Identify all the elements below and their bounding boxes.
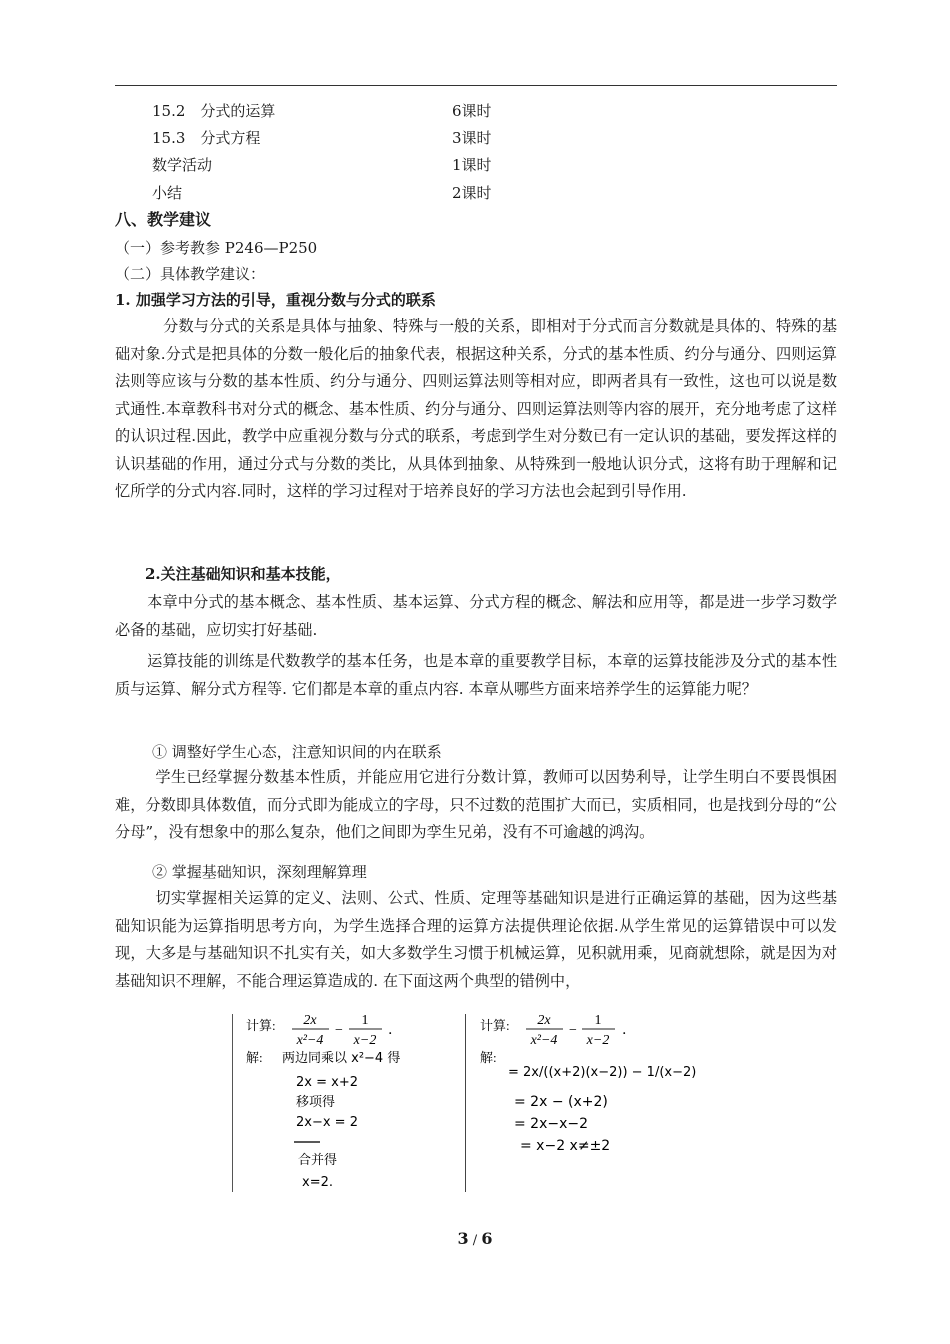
paragraph-text: 学生已经掌握分数基本性质，并能应用它进行分数计算，教师可以因势利导，让学生明白不要畏惧困难，分数即具体数值，而分式即为能成立的字母，只不过数的范围扩大而已，实质相同，也是找到分母的“公分母”，没有想象中的那么复杂，他们之间即为孪生兄弟，没有不可逾越的鸿沟。 <box>115 768 837 841</box>
fraction-numerator: 2x <box>537 1013 551 1028</box>
item-title: ① 调整好学生心态，注意知识间的内在联系 <box>152 743 442 761</box>
period: . <box>388 1022 393 1038</box>
schedule-section: 小结 <box>152 184 183 202</box>
reference-line: （一）参考教参 P246—P250 <box>115 239 318 257</box>
paragraph <box>115 885 837 995</box>
page-number <box>0 1229 950 1248</box>
worked-examples <box>232 1006 702 1192</box>
paragraph-text: 分数与分式的关系是具体与抽象、特殊与一般的关系，即相对于分式而言分数就是具体的、特殊的基础对象.分式是把具体的分数一般化后的抽象代表，根据这种关系，分式的基本性质、约分与通分、四则运算法则等应该与分数的基本性质、约分与通分、四则运算法则等相对应，即两者具有一致性，这也可以说是数式通性.本章教科书对分式的概念、基本性质、约分与通分、四则运算法则等内容的展开，充分地考虑了这样的认识过程.因此，教学中应重视分数与分式的联系，考虑到学生对分数已有一定认识的基础，要发挥这样的认识基础的作用，通过分式与分数的类比，从具体到抽象、从特殊到一般地认识分式，这将有助于理解和记忆所学的分式内容.同时，这样的学习过程对于培养良好的学习方法也会起到引导作用. <box>115 317 837 500</box>
paragraph <box>115 589 837 644</box>
header-rule <box>115 85 837 86</box>
fraction-denominator: x−2 <box>586 1033 610 1048</box>
solve-label: 解: <box>246 1050 263 1065</box>
calc-label: 计算: <box>480 1018 510 1033</box>
calc-label: 计算: <box>246 1018 276 1033</box>
solve-label: 解: <box>480 1050 497 1065</box>
schedule-section: 数学活动 <box>152 156 213 174</box>
handwritten-step: = x−2 x≠±2 <box>520 1138 611 1154</box>
page-separator: / <box>468 1233 482 1248</box>
handwritten-step: 两边同乘以 x²−4 得 <box>282 1051 401 1066</box>
page-current: 3 <box>457 1229 469 1248</box>
fraction-numerator: 2x <box>303 1013 317 1028</box>
schedule-section: 15.2 分式的运算 <box>152 102 276 120</box>
item-title: ② 掌握基础知识，深刻理解算理 <box>152 863 367 881</box>
paragraph-text: 切实掌握相关运算的定义、法则、公式、性质、定理等基础知识是进行正确运算的基础，因为这些基础知识能为运算指明思考方向，为学生选择合理的运算方法提供理论依据.从学生常见的运算错误中可以发现，大多是与基础知识不扎实有关，如大多数学生习惯于机械运算，见积就用乘，见商就想除，就是因为对基础知识不理解，不能合理运算造成的. 在下面这两个典型的错例中， <box>115 889 837 990</box>
handwritten-step: 2x−x = 2 <box>296 1115 358 1130</box>
handwritten-step: 合并得 <box>298 1153 338 1168</box>
fraction-denominator: x²−4 <box>296 1033 324 1048</box>
error-examples-figure <box>232 1006 702 1192</box>
fraction-numerator: 1 <box>594 1013 602 1028</box>
section-heading: 八、教学建议 <box>115 210 212 229</box>
point-title: 1. 加强学习方法的引导，重视分数与分式的联系 <box>115 291 436 309</box>
fraction-denominator: x²−4 <box>530 1033 558 1048</box>
schedule-hours: 2课时 <box>452 184 492 202</box>
fraction-numerator: 1 <box>361 1013 369 1028</box>
handwritten-step: = 2x − (x+2) <box>514 1094 608 1110</box>
subheading: （二）具体教学建议： <box>115 265 266 283</box>
handwritten-step: = 2x/((x+2)(x−2)) − 1/(x−2) <box>508 1065 697 1080</box>
paragraph-text: 运算技能的训练是代数教学的基本任务，也是本章的重要教学目标，本章的运算技能涉及分式的基本性质与运算、解分式方程等. 它们都是本章的重点内容. 本章从哪些方面来培养学生的运算能力呢？ <box>115 652 837 698</box>
handwritten-step: 移项得 <box>296 1095 336 1110</box>
schedule-hours: 6课时 <box>452 102 492 120</box>
paragraph <box>115 648 837 703</box>
minus-sign: − <box>569 1023 577 1038</box>
minus-sign: − <box>335 1023 343 1038</box>
schedule-hours: 1课时 <box>452 156 492 174</box>
page-total: 6 <box>481 1229 493 1248</box>
handwritten-step: 2x = x+2 <box>296 1075 358 1090</box>
schedule-section: 15.3 分式方程 <box>152 129 261 147</box>
paragraph <box>115 764 837 847</box>
handwritten-step: = 2x−x−2 <box>514 1116 589 1132</box>
paragraph-text: 本章中分式的基本概念、基本性质、基本运算、分式方程的概念、解法和应用等，都是进一步学习数学必备的基础，应切实打好基础. <box>115 593 837 639</box>
point-title: 2.关注基础知识和基本技能， <box>145 565 341 583</box>
handwritten-step: x=2. <box>302 1175 333 1190</box>
period: . <box>622 1022 627 1038</box>
paragraph <box>115 313 837 506</box>
fraction-denominator: x−2 <box>353 1033 377 1048</box>
schedule-hours: 3课时 <box>452 129 492 147</box>
